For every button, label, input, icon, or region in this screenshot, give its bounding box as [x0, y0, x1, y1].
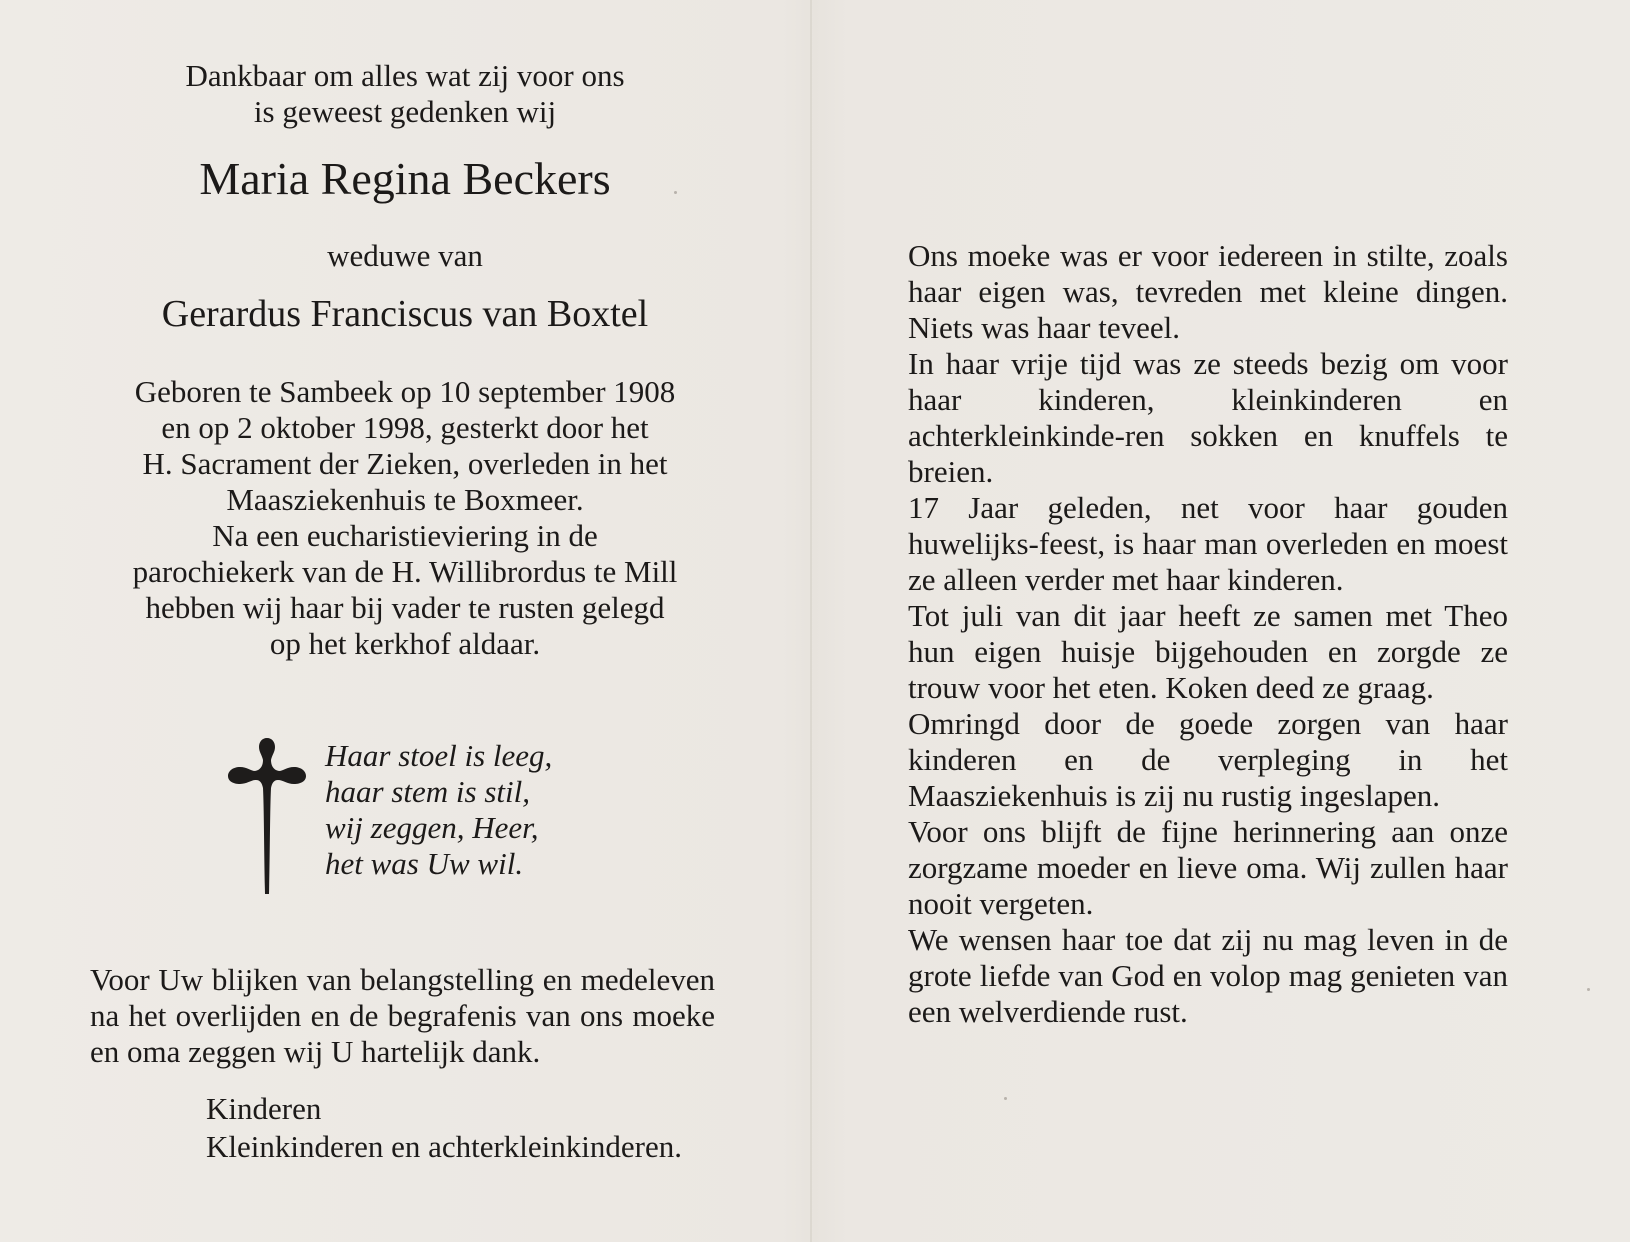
cross-icon	[228, 738, 306, 894]
poem-line: wij zeggen, Heer,	[325, 810, 539, 845]
intro-line: Dankbaar om alles wat zij voor ons	[185, 58, 625, 93]
details-line: en op 2 oktober 1998, gesterkt door het	[161, 410, 649, 445]
details-line: op het kerkhof aldaar.	[269, 626, 541, 661]
details-line: parochiekerk van de H. Willibrordus te Mill	[132, 554, 678, 589]
story-paragraph: In haar vrije tijd was ze steeds bezig om voor haar kinderen, kleinkinderen en achterkleinkinde-ren sokken en knuffels te breien.	[908, 346, 1508, 489]
right-page	[815, 0, 1630, 1242]
deceased-name: Maria Regina Beckers	[199, 153, 611, 204]
intro-text	[90, 58, 720, 130]
poem	[325, 738, 705, 882]
paper-speck	[1004, 1097, 1007, 1100]
spouse-name: Gerardus Franciscus van Boxtel	[161, 293, 649, 335]
poem-line: Haar stoel is leeg,	[325, 738, 553, 773]
details-line: hebben wij haar bij vader te rusten gelegd	[145, 590, 665, 625]
story-paragraph: 17 Jaar geleden, net voor haar gouden huwelijks-feest, is haar man overleden en moest ze alleen verder met haar kinderen.	[908, 490, 1508, 597]
story-paragraph: Omringd door de goede zorgen van haar kinderen en de verpleging in het Maasziekenhuis is zij nu rustig ingeslapen.	[908, 706, 1508, 813]
story-paragraph: Voor ons blijft de fijne herinnering aan onze zorgzame moeder en lieve oma. Wij zullen haar nooit vergeten.	[908, 814, 1508, 921]
signature-line: Kleinkinderen en achterkleinkinderen.	[206, 1129, 682, 1164]
poem-line: haar stem is stil,	[325, 774, 530, 809]
memorial-story	[908, 238, 1508, 1030]
signature-line: Kinderen	[206, 1091, 322, 1126]
poem-line: het was Uw wil.	[325, 846, 524, 881]
details-line: Geboren te Sambeek op 10 september 1908	[134, 374, 676, 409]
intro-line: is geweest gedenken wij	[253, 94, 557, 129]
story-paragraph: Tot juli van dit jaar heeft ze samen met Theo hun eigen huisje bijgehouden en zorgde ze trouw voor het eten. Koken deed ze graag.	[908, 598, 1508, 705]
signature	[206, 1090, 726, 1166]
widow-label: weduwe van	[327, 238, 483, 273]
story-paragraph: We wensen haar toe dat zij nu mag leven in de grote liefde van God en volop mag genieten van een welverdiende rust.	[908, 922, 1508, 1029]
biography-details	[90, 374, 720, 662]
story-paragraph: Ons moeke was er voor iedereen in stilte, zoals haar eigen was, tevreden met kleine dingen. Niets was haar teveel.	[908, 238, 1508, 345]
details-line: Na een eucharistieviering in de	[212, 518, 598, 553]
thanks-text: Voor Uw blijken van belangstelling en medeleven na het overlijden en de begrafenis van ons moeke en oma zeggen wij U hartelijk dank.	[90, 962, 715, 1069]
paper-speck	[1587, 988, 1590, 991]
details-line: H. Sacrament der Zieken, overleden in het	[142, 446, 668, 481]
paper-speck	[674, 191, 677, 194]
details-line: Maasziekenhuis te Boxmeer.	[226, 482, 584, 517]
